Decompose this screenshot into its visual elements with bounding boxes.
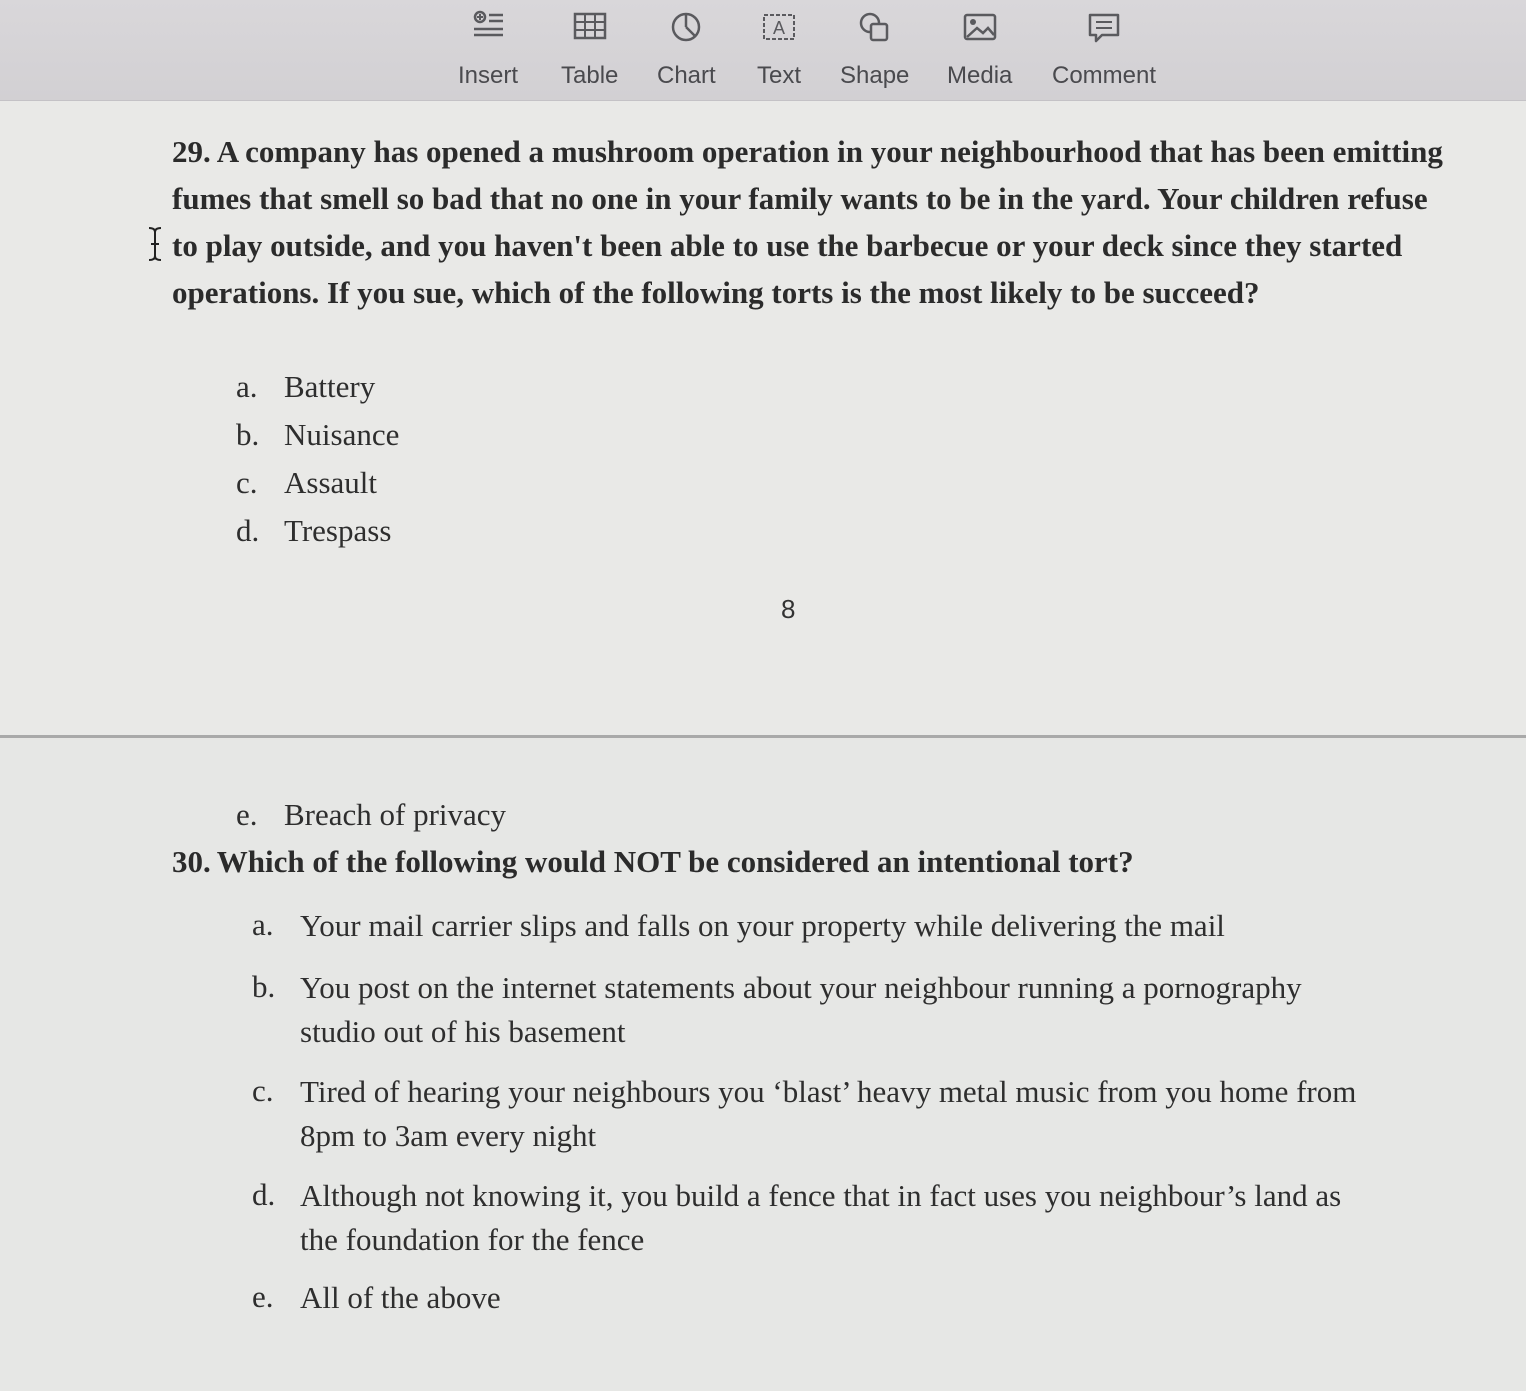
text-cursor-icon xyxy=(145,226,165,262)
table-label: Table xyxy=(561,62,619,89)
option-letter: c. xyxy=(252,1073,274,1108)
option-29a xyxy=(236,366,375,408)
insert-icon xyxy=(469,8,507,46)
question-30 xyxy=(172,838,1372,885)
insert-label: Insert xyxy=(458,62,519,89)
chart-icon xyxy=(667,8,705,46)
option-letter: e. xyxy=(252,1279,274,1314)
shape-label: Shape xyxy=(840,62,910,89)
option-letter: d. xyxy=(236,513,260,548)
option-text: Your mail carrier slips and falls on your property while delivering the mail xyxy=(300,908,1225,943)
option-30e xyxy=(252,1276,1380,1320)
chart-label: Chart xyxy=(657,62,716,89)
comment-button[interactable] xyxy=(1052,8,1156,90)
question-text: A company has opened a mushroom operation in your neighbourhood that has been emitting fumes that smell so bad that no one in your family wants to be in the yard. Your children refuse to play outside, and you haven't been able to use the barbecue or your deck since they started operations. If you sue, which of the following torts is the most likely to be succeed? xyxy=(172,134,1443,310)
option-text: Although not knowing it, you build a fence that in fact uses you neighbour’s land as the foundation for the fence xyxy=(300,1178,1342,1257)
option-30b xyxy=(252,966,1380,1054)
media-button[interactable] xyxy=(947,8,1012,90)
question-text: Which of the following would NOT be considered an intentional tort? xyxy=(216,844,1134,879)
page-number: 8 xyxy=(781,594,796,624)
option-letter: a. xyxy=(252,907,274,942)
option-letter: a. xyxy=(236,369,258,404)
text-button[interactable] xyxy=(757,8,801,90)
question-number: 30. xyxy=(172,844,211,879)
option-letter: e. xyxy=(236,797,258,832)
option-30d xyxy=(252,1174,1380,1262)
media-label: Media xyxy=(947,62,1013,89)
option-29e xyxy=(236,794,506,836)
option-letter: b. xyxy=(236,417,260,452)
option-text: All of the above xyxy=(300,1280,501,1315)
option-29b xyxy=(236,414,399,456)
svg-text:A: A xyxy=(772,18,786,38)
chart-button[interactable] xyxy=(657,8,716,90)
media-icon xyxy=(961,8,999,46)
shape-button[interactable] xyxy=(840,8,909,90)
option-letter: d. xyxy=(252,1177,276,1212)
option-letter: b. xyxy=(252,969,276,1004)
shape-icon xyxy=(856,8,894,46)
text-label: Text xyxy=(757,62,802,89)
option-29c xyxy=(236,462,377,504)
option-text: Nuisance xyxy=(284,417,400,452)
option-text: Trespass xyxy=(284,513,392,548)
option-29d xyxy=(236,510,391,552)
toolbar xyxy=(0,0,1526,101)
option-letter: c. xyxy=(236,465,258,500)
option-text: You post on the internet statements about your neighbour running a pornography studio out of his basement xyxy=(300,970,1302,1049)
question-29 xyxy=(172,128,1452,316)
page-break xyxy=(0,735,1526,738)
insert-button[interactable] xyxy=(458,8,518,90)
table-icon xyxy=(571,8,609,46)
option-text: Battery xyxy=(284,369,376,404)
table-button[interactable] xyxy=(561,8,618,90)
question-number: 29. xyxy=(172,134,211,169)
text-icon xyxy=(760,8,798,46)
option-text: Breach of privacy xyxy=(284,797,507,832)
option-text: Assault xyxy=(284,465,377,500)
comment-icon xyxy=(1085,8,1123,46)
comment-label: Comment xyxy=(1052,62,1157,89)
option-30c xyxy=(252,1070,1380,1158)
option-text: Tired of hearing your neighbours you ‘blast’ heavy metal music from you home from 8pm to 3am every night xyxy=(300,1074,1357,1153)
option-30a xyxy=(252,904,1380,948)
